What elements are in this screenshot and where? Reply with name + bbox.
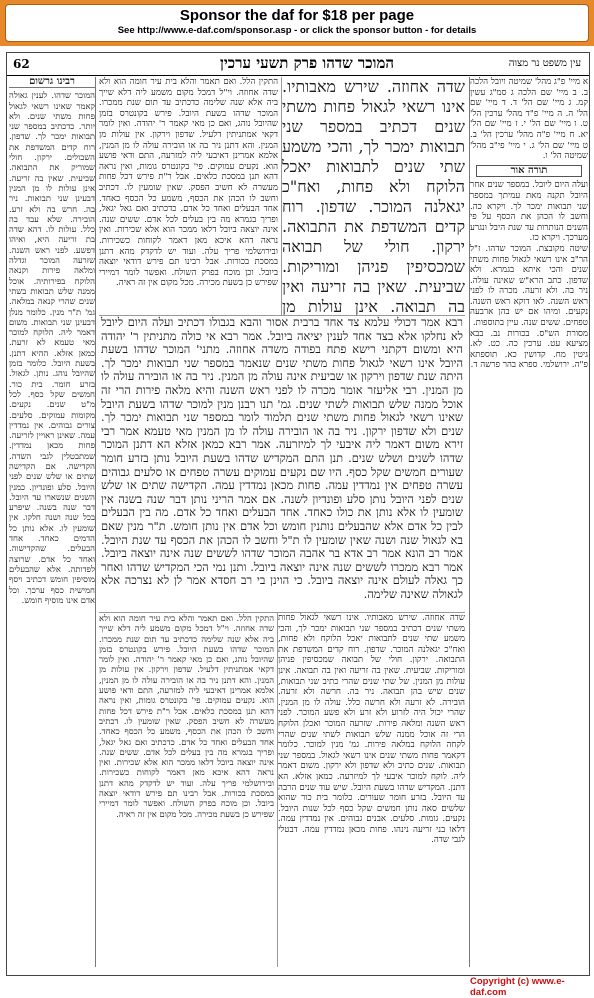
sponsor-banner[interactable]: [0, 0, 594, 46]
torah-or-text: ועלה היום ליובל. במספר שנים אחר היובל תקנה מאת עמיתך במספר שני תבואות ימכר לך. ויקרא כה. וחשב לו הכהן את הכסף על פי השנים הנותרות עד שנת היבל ונגרע מערכך. ויקרא כז.: [470, 180, 588, 244]
tosafot-text-continued: התקין הלל. ואם תאמר והלא בית עיר חומה הוא ולא שדה אחוזה. וי"ל דמכל מקום משמע ליה דלא שייך ביה אלא שנה שלימה כדכתיב עד תום שנת ממכרו. המוכר שדהו בשעת היובל. פירש בקונטרס בזמן שהיובל נוהג, ואם כן מאי קאמר ר' יהודה. ואין לומר דקאי אמתניתין דלעיל. שדפון וירקון. אין עולות מן המנין. והא דתנן ניר בה או הובירה עולה לו מן המנין, אלמא אמרינן דאיבעי ליה למזרעה, התם ודאי פושע הוא. נקעים עמוקים. פי' בקונטרס גומות, ואין נראה דהא תנן במסכת כלאים. אבל ר"ת פירש דכל פחות מעשרה לא חשיב הפסק. שאין שומעין לו. דכתיב וחשב לו הכהן את הכסף, משמע כל הכסף כאחד. אחד הבעלים ואחד כל אדם. כדכתיב ואם גאל יגאל, ופריך בגמרא מה בין בעלים לכל אדם. ששים שנה. אינה יוצאה ביובל דלאו ממכר הוא אלא שכירות. ואין נראה דהא איכא מאן דאמר לקוחות כשכירות. ובירושלמי פריך עלה. ועוד יש לדקדק מהא דתנן במסכת בכורות. אבל רבינו תם פירש דודאי יוצאה ביובל. וכן מוכח בפרק השולח. ואפשר לומר דמיירי שפירש כן בשעת מכירה. מכל מקום אין זה ראיה.: [99, 613, 275, 819]
tosafot-bottom: [99, 613, 278, 967]
copyright-notice: Copyright (c) www.e-daf.com: [470, 976, 565, 998]
main-bottom: [99, 613, 465, 967]
tosafot-text: התקין הלל. ואם תאמר והלא בית עיר חומה הוא ולא שדה אחוזה. וי"ל דמכל מקום משמע ליה דלא שייך ביה אלא שנה שלימה כדכתיב עד תום שנת ממכרו. המוכר שדהו בשעת היובל. פירש בקונטרס בזמן שהיובל נוהג, ואם כן מאי קאמר ר' יהודה. ואין לומר דקאי אמתניתין דלעיל. שדפון וירקון. אין עולות מן המנין. והא דתנן ניר בה או הובירה עולה לו מן המנין, אלמא אמרינן דאיבעי ליה למזרעה, התם ודאי פושע הוא. נקעים עמוקים. פי' בקונטרס גומות, ואין נראה דהא תנן במסכת כלאים. אבל ר"ת פירש דכל פחות מעשרה לא חשיב הפסק. שאין שומעין לו. דכתיב וחשב לו הכהן את הכסף, משמע כל הכסף כאחד. אחד הבעלים ואחד כל אדם. כדכתיב ואם גאל יגאל, ופריך בגמרא מה בין בעלים לכל אדם. ששים שנה. אינה יוצאה ביובל דלאו ממכר הוא אלא שכירות. ואין נראה דהא איכא מאן דאמר לקוחות כשכירות. ובירושלמי פריך עלה. ועוד יש לדקדק מהא דתנן במסכת בכורות. אבל רבינו תם פירש דודאי יוצאה ביובל. וכן מוכח בפרק השולח. ואפשר לומר דמיירי שפירש כן בשעת מכירה. מכל מקום אין זה ראיה.: [99, 77, 279, 289]
rashi-top: [282, 77, 465, 315]
rashi-text-continued: שדה אחוזה. שירש מאבותיו. אינו רשאי לגאול פחות משתי שנים דכתיב במספר שני תבואות ימכר לך, והכי משמע שתי שנים לתבואות יאכל הלוקח ולא פחות, ואח"כ יגאלנה המוכר. שדפון. רוח קדים המשדפת את התבואה. ירקון. חולי של תבואה שמכסיפין פניהן ומוריקות. שביעית. שאין בה זריעה ואין בה תבואה. אינן עולות מן המנין. של שתי שנים שהרי כתיב שני תבואות, שנים שיש בהן תבואה. ניר בה. חרשה ולא זרעה. הובירה. לא זרעה ולא חרשה כלל. עולה לו מן המנין. שהרי יכול היה לזרוע ולא זרע ולא פשע המוכר. לפני ראש השנה ומלאה פירות. שזרעה המוכר ואכלן הלוקח הרי זה אוכל ממנה שלש תבואות לשתי שנים שהרי לקחה הלוקח במלאה פירות. גמ' מנין למוכר. כלומר דקאמר פחות משתי שנים אינו רשאי לגאול. במספר שני תבואות. שנים כתיב ולא שדפון ולא ירקון. משום דאמר ליה. לוקח למוכר איבעי לך למיזרעה. כמאן אזלא. הא דתנן. המקדיש שדהו בשעת היובל. שיש עוד שנים הרבה עד היובל. בזרע חומר שעורים. כלומר בית כור שהוא שלשים סאה נותן חמשים שקל כסף לכל שנות היובל. נקעים. גומות. סלעים. אבנים גבוהים. אין נמדדין עמה. דלאו בני זריעה נינהו. פחות מכאן נמדדין עמה. דבטלי לגבי שדה.: [278, 613, 465, 846]
main-top: [99, 77, 465, 315]
left-column-header: רבינו גרשום: [9, 77, 95, 88]
torah-or-heading: תורה אור: [476, 165, 582, 178]
main-text-block: [99, 77, 465, 967]
ein-mishpat-column: [469, 77, 588, 967]
page-header: [7, 53, 589, 76]
sponsor-title[interactable]: Sponsor the daf for $18 per page: [179, 7, 415, 24]
talmud-page: [6, 52, 590, 976]
right-margin-header: עין משפט נר מצוה: [508, 58, 581, 69]
ein-mishpat-text: א מיי' פ"ג מהל' שמיטה ויובל הלכה ב. ב מיי' שם הלכה ג סמ"ג עשין קמ. ג מיי' שם הל' ד. ד מיי' שם הל' ה. ה מיי' פ"ד מהל' ערכין הל' ט. ו מיי' שם הל' י. ז מיי' שם הל' יא. ח מיי' פ"ה מהל' ערכין הל' ב. ט מיי' שם הל' ג. י מיי' פי"ב מהל' שמיטה הל' ו.: [470, 77, 588, 162]
page-title: המוכר שדהו פרק תשעי ערכין: [220, 54, 394, 72]
gemara-text-block: [99, 315, 465, 613]
shita-mekubetzet-text: שיטה מקובצת. המוכר שדהו. ז"ל הר"ב אינו רשאי לגאול פחות משתי שנים והכי איתא בגמרא. ולא שדפון. כתב הרא"ש שאינה עולה. ניר בה. ולא זרעה. מכרה לו לפני ראש השנה. לאו דוקא ראש השנה. נקעים. ומיהו אם יש בהן ארבעה טפחים. ששים שנה. עיין בתוספות.: [470, 243, 588, 329]
sponsor-banner-box[interactable]: [5, 4, 589, 42]
page-number: 62: [13, 57, 30, 71]
tosafot-top: [99, 77, 282, 315]
sponsor-subtitle[interactable]: See http://www.e-daf.com/sponsor.asp - or click the sponsor button - for details: [117, 25, 477, 36]
rabbeinu-gershom-column: [9, 77, 96, 967]
rabbeinu-gershom-text: המוכר שדהו. לענין גאולה קאמר שאינו רשאי לגאול פחות משתי שנים. ולא יותר. כדכתיב במספר שני תבואות ימכר לך. שדפון. רוח קדים המשדפת את השבולים. ירקון. חולי שמוריק את התבואה. שביעית. שאין בה זריעה. אינן עולות לו מן המנין דבעינן שני תבואות. ניר בה. חרש בה ולא זרע. הובירה. שלא עבד בה כלל. עולות לו. דהא שדה בת זריעה היא, ואיהו דפשע. לפני ראש השנה. שזרעה המוכר וגדלה ומלאה פירות וקנאה הלוקח בפירותיה. אוכל ממנה שלש תבואות בשתי שנים שהרי קנאה במלאה. גמ' ת"ר מנין. כלומר מנלן דבעינן שני תבואות. משום דאמר ליה. הלוקח למוכר מאי טעמא לא זרעת. כמאן אזלא. ההיא דתנן. בשעת היובל. כלומר בזמן שהיובל נוהג. נותן. לגאול. בזרע חומר. בית כור. חמשים שקל כסף. לכל מ"ט שנים. נקעים. מקומות עמוקים. סלעים. צורים גבוהים. אין נמדדין עמה. שאינן ראויין לזריעה. פחות מכאן נמדדין. שמתבטלין לגבי השדה. הקדישה. אם הקדישה שתים או שלש שנים לפני היובל. סלע ופונדיון. כמנין השנים שנשארו עד היובל. דבר שנה בשנה. שיפרע בכל שנה ושנה חלקו. אין שומעין לו. אלא נותן כל הדמים כאחד. אחד הבעלים. שהקדישוה. ואחד כל אדם. שרוצה לפדותה. אלא שהבעלים מוסיפין חומש דכתיב ויסף חמישית כסף ערכך. וכל אדם אינו מוסיף חומש.: [9, 90, 95, 605]
rashi-bottom: [278, 613, 465, 967]
rashi-text: שדה אחוזה. שירש מאבותיו. אינו רשאי לגאול פחות משתי שנים דכתיב במספר שני תבואות ימכר לך, והכי משמע שתי שנים לתבואות יאכל הלוקח ולא פחות, ואח"כ יגאלנה המוכר. שדפון. רוח קדים המשדפת את התבואה. ירקון. חולי של תבואה שמכסיפין פניהן ומוריקות. שביעית. שאין בה זריעה ואין בה תבואה. אינן עולות מן: [282, 77, 465, 315]
gemara-text: רבא אמר דכולי עלמא צד אחד ברבית אסור והבא בגבולו דכתיב ועלה היום ליובל לא נחלקו אלא בצד אחד לענין יציאה ביובל. אמר רבא אי כולה מתניתין ר' יהודה היא ומשום דקתני רישא פתח בפודה משדה אחוזה. מתני' המוכר שדהו בשעת היובל אינו רשאי לגאול פחות משתי שנים שנאמר במספר שני תבואות ימכר לך. היתה שנת שדפון וירקון או שביעית אינה עולה מן המנין. ניר בה או הובירה עולה לו מן המנין. רבי אליעזר אומר מכרה לו לפני ראש השנה והיא מלאה פירות הרי זה אוכל ממנה שלש תבואות לשתי שנים. גמ' תנו רבנן מנין למוכר שדהו בשעת היובל שאינו רשאי לגאול פחות משתי שנים תלמוד לומר במספר שני תבואות ימכר לך. שנים ולא שדפון ירקון. ניר בה או הובירה עולה לו מן המנין מאי טעמא אמר רבי זירא משום דאמר ליה איבעי לך למיזרעה. אמר רבא כמאן אזלא הא דתנן המוכר שדהו לשנים ושלש שנים. תנן התם המקדיש שדהו בשעת היובל נותן בזרע חומר שעורים חמשים שקל כסף. היו שם נקעים עמוקים עשרה טפחים או סלעים גבוהים עשרה טפחים אין נמדדין עמה. פחות מכאן נמדדין עמה. הקדישה שתים או שלש שנים לפני היובל נותן סלע ופונדיון לשנה. אם אמר הריני נותן דבר שנה בשנה אין שומעין לו אלא נותן את כולו כאחד. אחד הבעלים ואחד כל אדם. מה בין הבעלים לבין כל אדם אלא שהבעלים נותנין חומש וכל אדם אין נותן חומש. ת"ר מנין שאם בא לגאול שנה ושנה שאין שומעין לו ת"ל וחשב לו הכהן את הכסף עד שנת היובל. אמר רב הונא אמר רב אדא בר אהבה המוכר שדהו לששים שנה אינה יוצאה ביובל. אמר רבא ממכרו לששים שנה אינה יוצאה ביובל. ותנן נמי הכי המקדיש שדהו ואחר כך גאלה לעולם אינה יוצאה ביובל. כי הוינן בי רב חסדא אמר לן לא נצרכה אלא לגאולה שאינה שלימה.: [101, 315, 463, 601]
mesorat-hashas-text: מסורת הש"ס. בכורות נב. בבא מציעא עט. ערכין כה. כט. לא. גיטין מח. קדושין כא. תוספתא פ"ה. ירושלמי. ספרא בהר פרשה ד.: [470, 328, 588, 371]
